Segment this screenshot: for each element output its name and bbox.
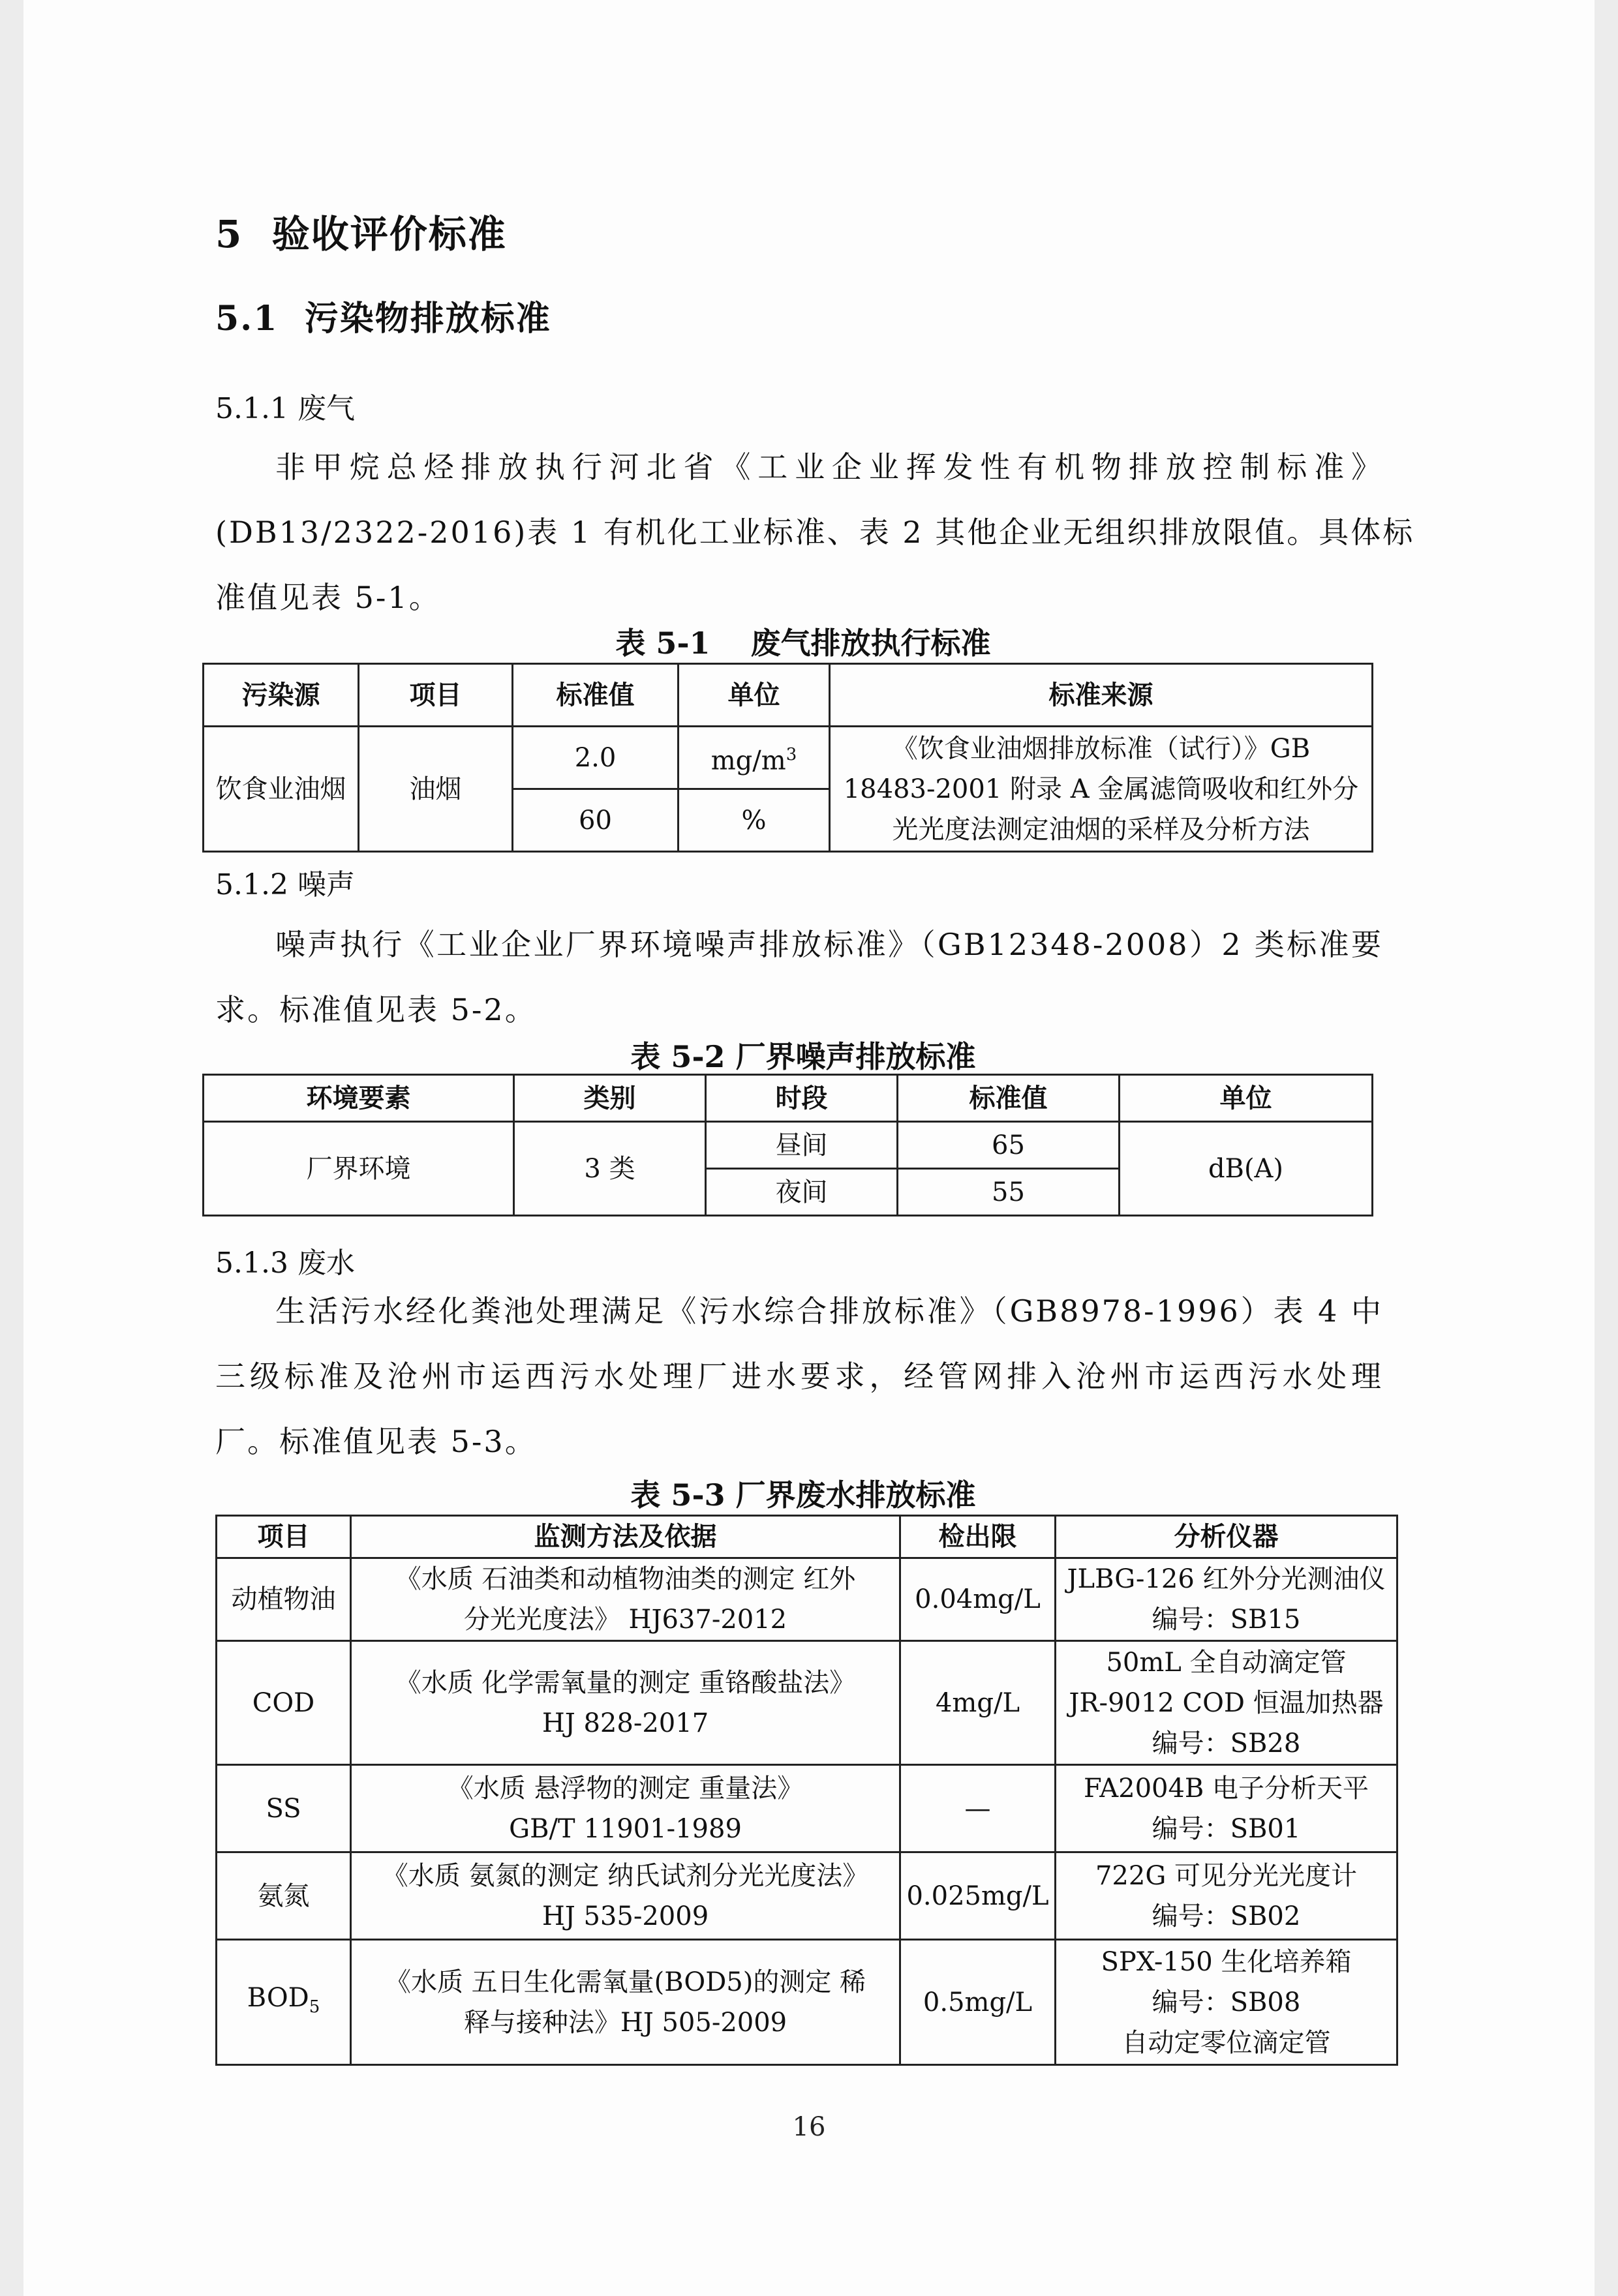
table-header-cell: 分析仪器 [1056,1516,1397,1558]
table-cell-limit: 0.025mg/L [900,1852,1056,1940]
table-cell-element: 厂界环境 [204,1122,514,1216]
table-5-2-caption: 表 5-2 厂界噪声排放标准 [630,1039,976,1074]
noise-para-line: 噪声执行《工业企业厂界环境噪声排放标准》（GB12348-2008）2 类标准要 [275,927,1383,962]
table-header-cell: 标准来源 [830,664,1373,727]
chapter-number: 5 [215,212,243,256]
table-cell-unit: $mg/m^3$ [679,727,830,789]
table-cell-limit: 0.04mg/L [900,1558,1056,1641]
table-cell-limit: — [900,1765,1056,1852]
table-cell-limit: 4mg/L [900,1641,1056,1765]
table-header-cell: 项目 [359,664,513,727]
table-cell-item: 动植物油 [217,1558,351,1641]
table-cell-item: SS [217,1765,351,1852]
exhaust-para-line: (DB13/2322-2016)表 1 有机化工业标准、表 2 其他企业无组织排放限值。具体标 [215,515,1415,550]
table-5-1-caption: 表 5-1 废气排放执行标准 [615,626,991,661]
table-cell-value: 65 [898,1122,1120,1169]
table-cell-method: 《水质 化学需氧量的测定 重铬酸盐法》 HJ 828-2017 [351,1641,900,1765]
table-cell-item: $BOD_5$ [217,1940,351,2065]
table-5-1 [202,663,1373,853]
table-row [217,1852,1397,1940]
page-number: 16 [792,2112,826,2142]
subsection-heading-wastewater: 5.1.3 废水 [215,1246,355,1280]
table-cell-method: 《水质 氨氮的测定 纳氏试剂分光光度法》 HJ 535-2009 [351,1852,900,1940]
table-header-cell: 类别 [514,1075,706,1122]
chapter-title: 验收评价标准 [271,212,507,256]
table-row [217,1558,1397,1641]
table-header-cell: 标准值 [513,664,679,727]
table-cell-standard: 《饮食业油烟排放标准（试行）》GB 18483-2001 附录 A 金属滤筒吸收和红外分 光光度法测定油烟的采样及分析方法 [830,727,1373,852]
table-row [217,1641,1397,1765]
table-cell-value: 60 [513,789,679,852]
table-cell-item: 油烟 [359,727,513,852]
noise-para-line: 求。标准值见表 5-2。 [215,992,537,1027]
chapter-heading [215,204,507,258]
table-cell-period: 昼间 [706,1122,898,1169]
table-cell-instrument: 50mL 全自动滴定管 JR-9012 COD 恒温加热器 编号：SB28 [1056,1641,1397,1765]
table-cell-unit: dB(A) [1120,1122,1373,1216]
table-5-3-caption: 表 5-3 厂界废水排放标准 [630,1477,976,1513]
table-row [217,1940,1397,2065]
table-header-cell: 监测方法及依据 [351,1516,900,1558]
wastewater-paragraph [215,1278,1383,1474]
table-header-cell: 环境要素 [204,1075,514,1122]
table-cell-method: 《水质 五日生化需氧量(BOD5)的测定 稀 释与接种法》HJ 505-2009 [351,1940,900,2065]
table-cell-unit: % [679,789,830,852]
table-cell-source: 饮食业油烟 [204,727,359,852]
table-cell-limit: 0.5mg/L [900,1940,1056,2065]
table-cell-instrument: JLBG-126 红外分光测油仪 编号：SB15 [1056,1558,1397,1641]
table-header-cell: 单位 [1120,1075,1373,1122]
table-cell-category: 3 类 [514,1122,706,1216]
table-cell-instrument: FA2004B 电子分析天平 编号：SB01 [1056,1765,1397,1852]
table-cell-value: 2.0 [513,727,679,789]
document-page [23,0,1595,2296]
table-cell-value: 55 [898,1169,1120,1216]
table-header-cell: 项目 [217,1516,351,1558]
table-header-cell: 检出限 [900,1516,1056,1558]
table-cell-instrument: SPX-150 生化培养箱 编号：SB08 自动定零位滴定管 [1056,1940,1397,2065]
subsection-heading-noise: 5.1.2 噪声 [215,868,355,901]
table-5-2 [202,1074,1373,1216]
table-5-3 [215,1515,1398,2066]
table-cell-method: 《水质 石油类和动植物油类的测定 红外 分光光度法》 HJ637-2012 [351,1558,900,1641]
table-cell-instrument: 722G 可见分光光度计 编号：SB02 [1056,1852,1397,1940]
section-number: 5.1 [215,299,279,339]
table-cell-item: COD [217,1641,351,1765]
table-header-cell: 标准值 [898,1075,1120,1122]
wastewater-para-line: 厂。标准值见表 5-3。 [215,1424,537,1459]
section-heading [215,291,551,340]
table-header-cell: 单位 [679,664,830,727]
subsection-heading-exhaust: 5.1.1 废气 [215,392,355,425]
exhaust-paragraph [215,434,1415,630]
wastewater-para-line: 三级标准及沧州市运西污水处理厂进水要求，经管网排入沧州市运西污水处理 [215,1359,1383,1394]
exhaust-para-line: 非甲烷总烃排放执行河北省《工业企业挥发性有机物排放控制标准》 [275,449,1383,485]
noise-paragraph [215,912,1383,1042]
table-header-cell: 时段 [706,1075,898,1122]
table-row [217,1765,1397,1852]
exhaust-para-line: 准值见表 5-1。 [215,580,441,615]
section-title: 污染物排放标准 [304,299,551,339]
table-header-cell: 污染源 [204,664,359,727]
table-cell-item: 氨氮 [217,1852,351,1940]
table-cell-period: 夜间 [706,1169,898,1216]
table-cell-method: 《水质 悬浮物的测定 重量法》 GB/T 11901-1989 [351,1765,900,1852]
wastewater-para-line: 生活污水经化粪池处理满足《污水综合排放标准》（GB8978-1996）表 4 中 [275,1293,1383,1329]
